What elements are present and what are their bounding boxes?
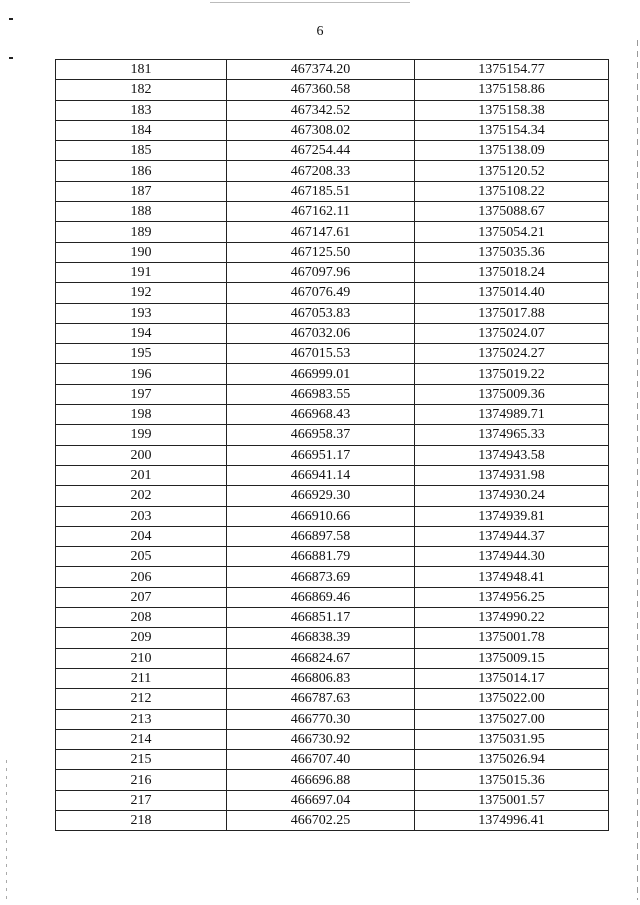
table-row (56, 770, 609, 790)
y-coordinate-cell: 1375001.57 (415, 790, 609, 810)
y-coordinate-cell: 1374943.58 (415, 445, 609, 465)
y-coordinate-cell: 1374939.81 (415, 506, 609, 526)
table-row (56, 465, 609, 485)
point-number-cell: 216 (56, 770, 227, 790)
x-coordinate-cell: 467053.83 (227, 303, 415, 323)
point-number-cell: 190 (56, 242, 227, 262)
table-row (56, 506, 609, 526)
table-row (56, 141, 609, 161)
x-coordinate-cell: 467254.44 (227, 141, 415, 161)
table-row (56, 790, 609, 810)
y-coordinate-cell: 1374948.41 (415, 567, 609, 587)
x-coordinate-cell: 466770.30 (227, 709, 415, 729)
table-row (56, 364, 609, 384)
y-coordinate-cell: 1375120.52 (415, 161, 609, 181)
table-row (56, 628, 609, 648)
table-row (56, 384, 609, 404)
y-coordinate-cell: 1375158.38 (415, 100, 609, 120)
scan-edge-left (6, 760, 7, 900)
x-coordinate-cell: 467360.58 (227, 80, 415, 100)
y-coordinate-cell: 1375014.17 (415, 668, 609, 688)
table-row (56, 405, 609, 425)
x-coordinate-cell: 467076.49 (227, 283, 415, 303)
y-coordinate-cell: 1375154.77 (415, 60, 609, 80)
y-coordinate-cell: 1375024.27 (415, 344, 609, 364)
y-coordinate-cell: 1374931.98 (415, 465, 609, 485)
page-number: 6 (316, 24, 324, 39)
margin-mark (9, 57, 13, 59)
point-number-cell: 218 (56, 810, 227, 830)
point-number-cell: 215 (56, 750, 227, 770)
y-coordinate-cell: 1375024.07 (415, 323, 609, 343)
y-coordinate-cell: 1375138.09 (415, 141, 609, 161)
y-coordinate-cell: 1375026.94 (415, 750, 609, 770)
table-row (56, 709, 609, 729)
table-row (56, 486, 609, 506)
y-coordinate-cell: 1375019.22 (415, 364, 609, 384)
table-row (56, 303, 609, 323)
x-coordinate-cell: 467374.20 (227, 60, 415, 80)
x-coordinate-cell: 466999.01 (227, 364, 415, 384)
y-coordinate-cell: 1375018.24 (415, 262, 609, 282)
y-coordinate-cell: 1374944.37 (415, 526, 609, 546)
y-coordinate-cell: 1375009.15 (415, 648, 609, 668)
point-number-cell: 187 (56, 181, 227, 201)
x-coordinate-cell: 467032.06 (227, 323, 415, 343)
scan-artifact-top (210, 2, 410, 3)
x-coordinate-cell: 466787.63 (227, 689, 415, 709)
point-number-cell: 193 (56, 303, 227, 323)
y-coordinate-cell: 1374930.24 (415, 486, 609, 506)
table-row (56, 648, 609, 668)
y-coordinate-cell: 1375088.67 (415, 202, 609, 222)
point-number-cell: 201 (56, 465, 227, 485)
point-number-cell: 185 (56, 141, 227, 161)
y-coordinate-cell: 1374989.71 (415, 405, 609, 425)
x-coordinate-cell: 467097.96 (227, 262, 415, 282)
y-coordinate-cell: 1375035.36 (415, 242, 609, 262)
table-row (56, 161, 609, 181)
point-number-cell: 210 (56, 648, 227, 668)
x-coordinate-cell: 466958.37 (227, 425, 415, 445)
x-coordinate-cell: 466881.79 (227, 547, 415, 567)
table-row (56, 323, 609, 343)
table-row (56, 242, 609, 262)
y-coordinate-cell: 1375009.36 (415, 384, 609, 404)
point-number-cell: 181 (56, 60, 227, 80)
y-coordinate-cell: 1375014.40 (415, 283, 609, 303)
x-coordinate-cell: 466696.88 (227, 770, 415, 790)
coordinates-table-body (56, 60, 609, 831)
y-coordinate-cell: 1375031.95 (415, 729, 609, 749)
x-coordinate-cell: 467342.52 (227, 100, 415, 120)
x-coordinate-cell: 467125.50 (227, 242, 415, 262)
point-number-cell: 200 (56, 445, 227, 465)
y-coordinate-cell: 1375015.36 (415, 770, 609, 790)
x-coordinate-cell: 467308.02 (227, 120, 415, 140)
x-coordinate-cell: 466730.92 (227, 729, 415, 749)
x-coordinate-cell: 467147.61 (227, 222, 415, 242)
x-coordinate-cell: 466951.17 (227, 445, 415, 465)
y-coordinate-cell: 1374944.30 (415, 547, 609, 567)
x-coordinate-cell: 466968.43 (227, 405, 415, 425)
point-number-cell: 213 (56, 709, 227, 729)
table-row (56, 80, 609, 100)
table-row (56, 283, 609, 303)
point-number-cell: 211 (56, 668, 227, 688)
point-number-cell: 196 (56, 364, 227, 384)
point-number-cell: 188 (56, 202, 227, 222)
x-coordinate-cell: 466806.83 (227, 668, 415, 688)
table-row (56, 344, 609, 364)
point-number-cell: 208 (56, 608, 227, 628)
x-coordinate-cell: 466824.67 (227, 648, 415, 668)
table-row (56, 100, 609, 120)
y-coordinate-cell: 1374956.25 (415, 587, 609, 607)
coordinates-table (55, 59, 609, 831)
table-row (56, 608, 609, 628)
y-coordinate-cell: 1375054.21 (415, 222, 609, 242)
point-number-cell: 209 (56, 628, 227, 648)
y-coordinate-cell: 1375022.00 (415, 689, 609, 709)
x-coordinate-cell: 467208.33 (227, 161, 415, 181)
table-row (56, 445, 609, 465)
y-coordinate-cell: 1375017.88 (415, 303, 609, 323)
y-coordinate-cell: 1374990.22 (415, 608, 609, 628)
x-coordinate-cell: 467015.53 (227, 344, 415, 364)
y-coordinate-cell: 1374965.33 (415, 425, 609, 445)
x-coordinate-cell: 466869.46 (227, 587, 415, 607)
x-coordinate-cell: 466707.40 (227, 750, 415, 770)
point-number-cell: 186 (56, 161, 227, 181)
table-row (56, 547, 609, 567)
x-coordinate-cell: 466838.39 (227, 628, 415, 648)
table-row (56, 587, 609, 607)
point-number-cell: 203 (56, 506, 227, 526)
point-number-cell: 195 (56, 344, 227, 364)
point-number-cell: 184 (56, 120, 227, 140)
point-number-cell: 191 (56, 262, 227, 282)
point-number-cell: 199 (56, 425, 227, 445)
point-number-cell: 194 (56, 323, 227, 343)
point-number-cell: 189 (56, 222, 227, 242)
x-coordinate-cell: 466929.30 (227, 486, 415, 506)
x-coordinate-cell: 466983.55 (227, 384, 415, 404)
point-number-cell: 198 (56, 405, 227, 425)
table-row (56, 120, 609, 140)
x-coordinate-cell: 466873.69 (227, 567, 415, 587)
table-row (56, 750, 609, 770)
y-coordinate-cell: 1375001.78 (415, 628, 609, 648)
margin-mark (9, 18, 13, 20)
y-coordinate-cell: 1375158.86 (415, 80, 609, 100)
y-coordinate-cell: 1374996.41 (415, 810, 609, 830)
table-row (56, 222, 609, 242)
point-number-cell: 183 (56, 100, 227, 120)
table-row (56, 60, 609, 80)
point-number-cell: 217 (56, 790, 227, 810)
table-row (56, 729, 609, 749)
table-row (56, 181, 609, 201)
scan-edge-right (637, 40, 638, 900)
point-number-cell: 206 (56, 567, 227, 587)
table-row (56, 526, 609, 546)
x-coordinate-cell: 466941.14 (227, 465, 415, 485)
table-row (56, 668, 609, 688)
x-coordinate-cell: 466851.17 (227, 608, 415, 628)
x-coordinate-cell: 467162.11 (227, 202, 415, 222)
point-number-cell: 212 (56, 689, 227, 709)
x-coordinate-cell: 467185.51 (227, 181, 415, 201)
table-row (56, 689, 609, 709)
point-number-cell: 202 (56, 486, 227, 506)
point-number-cell: 204 (56, 526, 227, 546)
point-number-cell: 192 (56, 283, 227, 303)
point-number-cell: 214 (56, 729, 227, 749)
y-coordinate-cell: 1375108.22 (415, 181, 609, 201)
y-coordinate-cell: 1375154.34 (415, 120, 609, 140)
table-row (56, 262, 609, 282)
table-row (56, 567, 609, 587)
point-number-cell: 205 (56, 547, 227, 567)
table-row (56, 810, 609, 830)
x-coordinate-cell: 466702.25 (227, 810, 415, 830)
x-coordinate-cell: 466897.58 (227, 526, 415, 546)
table-row (56, 202, 609, 222)
point-number-cell: 197 (56, 384, 227, 404)
x-coordinate-cell: 466910.66 (227, 506, 415, 526)
point-number-cell: 182 (56, 80, 227, 100)
x-coordinate-cell: 466697.04 (227, 790, 415, 810)
y-coordinate-cell: 1375027.00 (415, 709, 609, 729)
point-number-cell: 207 (56, 587, 227, 607)
table-row (56, 425, 609, 445)
